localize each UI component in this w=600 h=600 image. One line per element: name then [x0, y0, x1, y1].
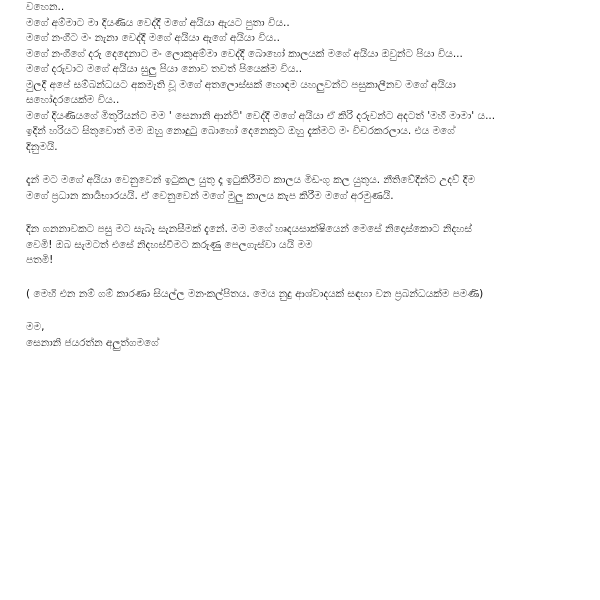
letter-body [26, 0, 586, 351]
paragraph-duty [26, 173, 586, 204]
text-line: වහෙන.. [26, 1, 65, 13]
text-line: වෙමි! ඔබ සැමටත් එසේ නිදහස්වීමට කරුණු පෙලගැස්වා යයි මම [26, 238, 313, 251]
text-line: මගේ නංගීට මං නැනා වෙද්දී මගේ අයියා ඇගේ අයියා විය.. [26, 32, 280, 44]
signoff [26, 320, 586, 351]
text-line: සහෝදරයෙක්ම විය.. [26, 94, 120, 106]
text-line: මගේ අම්මාට මා දියණිය වෙද්දී මගේ අයියා ඇයට පුතා විය.. [26, 16, 290, 29]
paragraph-gap [26, 204, 586, 222]
paragraph-disclaimer [26, 287, 586, 303]
text-line: මගේ දරුවාට මගේ අයියා සුලු පියා නොව තවත් පියෙක්ම විය.. [26, 63, 303, 75]
paragraph-gap [26, 302, 586, 320]
signoff-greeting: මම, [26, 321, 45, 333]
paragraph-relief [26, 222, 586, 269]
paragraph-relationships [26, 0, 586, 155]
text-line: මුලදී අපේ සම්බන්ධයට අකමැති වූ මගේ අතලොස්සක් හොඳම යහලුවන්ට පසුකාලීනව මගේ අයියා [26, 78, 456, 91]
text-line: දිනුමයි. [26, 140, 58, 153]
text-line: මගේ ප්‍රධාන කාර්‍යභාරයයි. ඒ වෙනුවෙන් මගේ මුලු කාලය කැප කිරීම මගේ අරමුණයි. [26, 189, 394, 202]
text-line: මගේ නංගීගේ දරු දෙදෙනාට මං ලොකුඅම්මා වෙද්දී බොහෝ කාලයක් මගේ අයියා ඔවුන්ට පියා විය... [26, 47, 463, 60]
paragraph-gap [26, 269, 586, 287]
text-line: ( මෙහි එන නම් ගම් කාරණා සියල්ල මනංකල්පිතය. මෙය නුදු ආශ්වාදයක් සඳහා වන ප්‍රබන්ධයක්ම පමණි) [26, 287, 484, 300]
text-line: මගේ දියණියගේ මිතුරියන්ට මම ' සෙනානි ආන්ටි' වෙද්දී මගේ අයියා ඒ කිරි දරුවන්ට අදටත් 'මහී මාමා' ය... [26, 109, 496, 122]
text-line: දින ගනනාවකට පසු මට සැබෑ සැනසීමක් දැනේ. මම මගේ හෘදයසාක්ෂියෙන් මෙසේ නිදොස්කොට නිදහස් [26, 223, 472, 235]
text-line: ඉදින් හරියට සිතුවොත් මම ඔහු නොදුටු බොහෝ දෙනෙකුට ඔහු දැක්මට මං විචරකරලාය. එය මගේ [26, 125, 455, 137]
paragraph-gap [26, 155, 586, 173]
text-line: දැන් මට මගේ අයියා වෙනුවෙන් ඉටුකල යුතු දෑ ඉටුකිරීමට කාලය මිඩංගු කල යුතුය. නීතිවේදීන්ට උදව් දීම [26, 174, 475, 186]
signoff-name: සෙනානි ජයරත්න අලුත්ගමගේ [26, 336, 159, 349]
text-line: පතමි! [26, 254, 54, 266]
